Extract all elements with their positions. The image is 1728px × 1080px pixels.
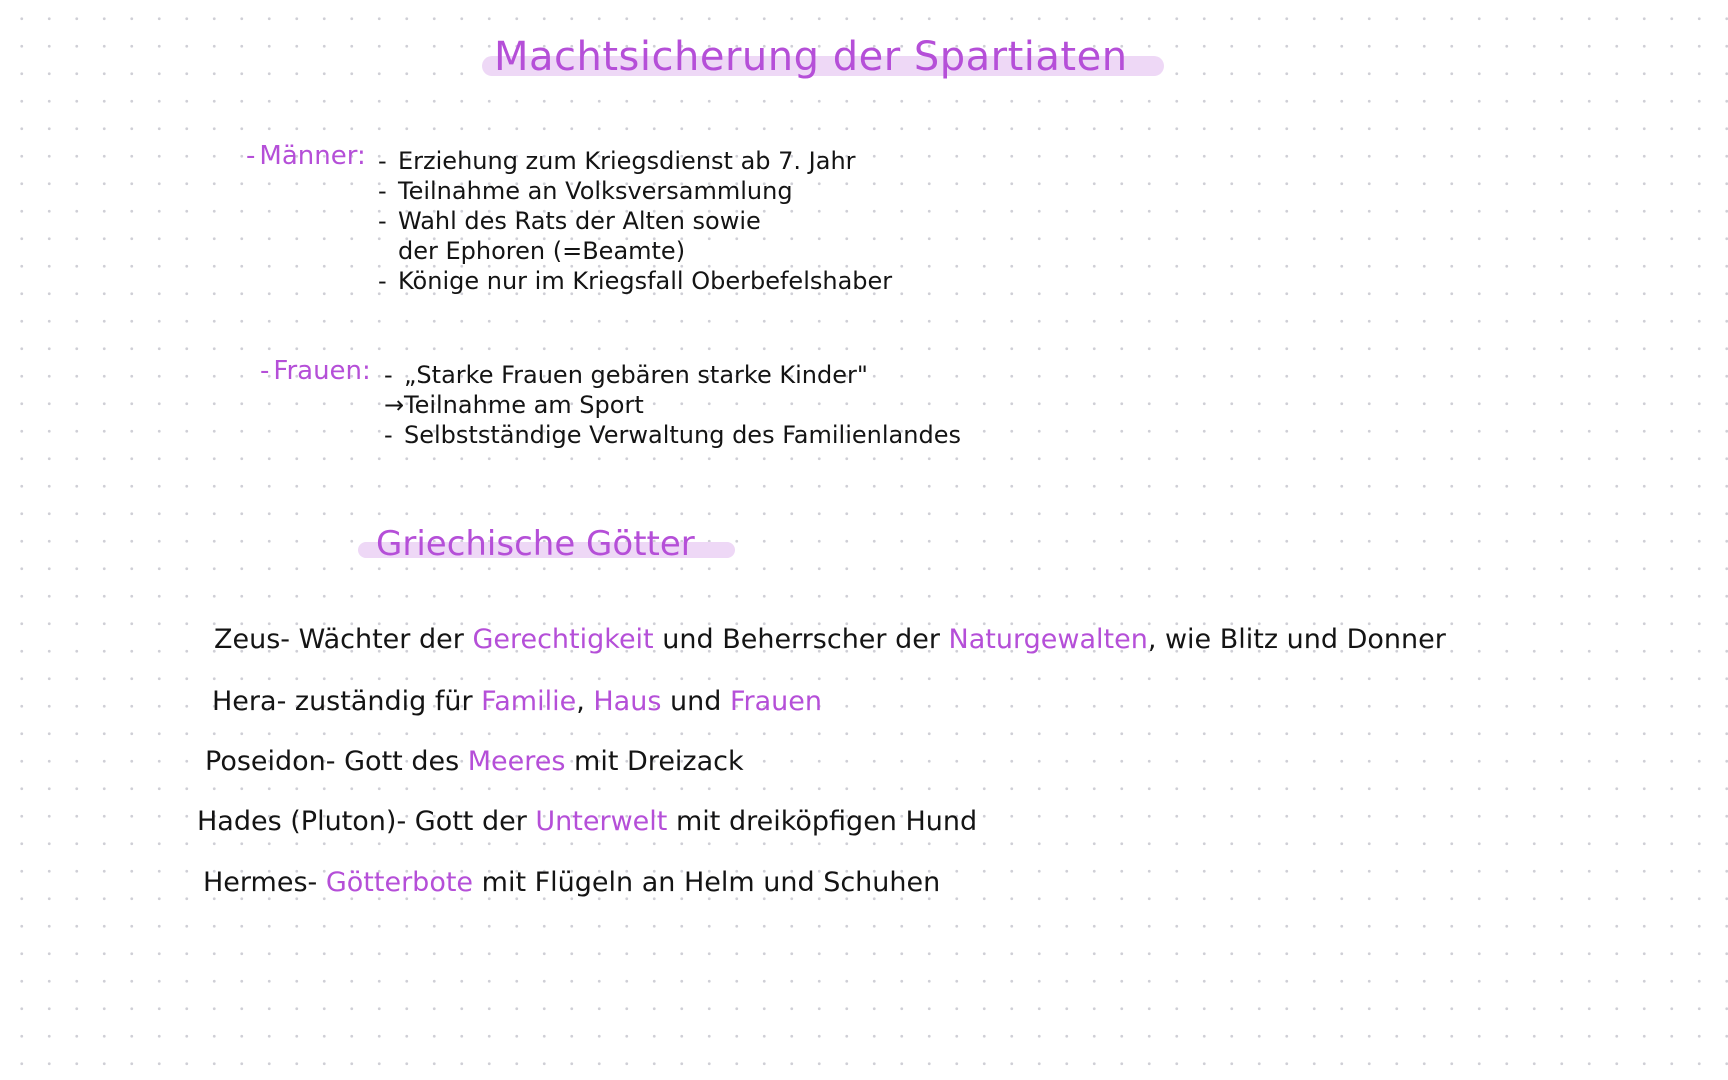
men-label-text: Männer:: [259, 141, 366, 171]
men-list: [378, 146, 892, 296]
page-title: [494, 34, 1128, 80]
bullet-dash: -: [378, 267, 387, 295]
dash-separator: -: [280, 624, 299, 655]
god-entry-poseidon: [205, 746, 744, 777]
god-text: , wie Blitz und Donner: [1147, 624, 1446, 655]
page-title-text: Machtsicherung der Spartiaten: [494, 34, 1128, 80]
god-entry-hera: [212, 686, 822, 717]
list-item: [384, 360, 961, 390]
bullet-dash: -: [378, 207, 387, 235]
god-text: Gott der: [414, 806, 527, 837]
god-name: Hermes: [203, 867, 308, 898]
god-name: Hera: [212, 686, 277, 717]
god-keyword: Naturgewalten: [948, 624, 1148, 655]
god-entry-hermes: [203, 867, 940, 898]
list-item-text: Teilnahme an Volksversammlung: [398, 177, 793, 205]
women-list: [384, 360, 961, 450]
god-text: mit Flügeln an Helm und Schuhen: [481, 867, 941, 898]
god-text: Wächter der: [298, 624, 464, 655]
bullet-dash: -: [384, 361, 393, 389]
list-item-continuation: [378, 236, 892, 266]
list-item-text: Könige nur im Kriegsfall Oberbefelshaber: [398, 267, 893, 295]
god-text: mit dreiköpfigen Hund: [675, 806, 978, 837]
list-item: [384, 390, 961, 420]
list-item-text: Selbstständige Verwaltung des Familienlandes: [404, 421, 961, 449]
men-label: [246, 141, 366, 171]
arrow-right-icon: →: [384, 391, 405, 419]
list-item-text: der Ephoren (=Beamte): [398, 237, 686, 265]
women-label: [260, 356, 371, 386]
list-item-text: Wahl des Rats der Alten sowie: [398, 207, 761, 235]
god-entry-hades: [197, 806, 977, 837]
god-text: Gott des: [344, 746, 460, 777]
god-name: Hades (Pluton): [197, 806, 397, 837]
god-text: mit Dreizack: [574, 746, 744, 777]
god-keyword: Meeres: [467, 746, 566, 777]
god-keyword: Haus: [593, 686, 662, 717]
list-item-text: Teilnahme am Sport: [404, 391, 644, 419]
gods-heading: [376, 524, 695, 564]
bullet-dash: -: [378, 147, 387, 175]
women-label-dash: -: [260, 356, 270, 386]
god-text: und Beherrscher der: [662, 624, 940, 655]
list-item: [378, 176, 892, 206]
women-label-text: Frauen:: [273, 356, 371, 386]
god-text: zuständig für: [294, 686, 473, 717]
list-item: [378, 266, 892, 296]
god-entry-zeus: [214, 624, 1446, 655]
god-keyword: Gerechtigkeit: [472, 624, 654, 655]
dash-separator: -: [396, 806, 415, 837]
god-text: ,: [576, 686, 585, 717]
list-item-text: „Starke Frauen gebären starke Kinder": [404, 361, 868, 389]
dash-separator: -: [307, 867, 326, 898]
men-label-dash: -: [246, 141, 256, 171]
gods-heading-text: Griechische Götter: [376, 524, 695, 564]
list-item-text: Erziehung zum Kriegsdienst ab 7. Jahr: [398, 147, 856, 175]
god-name: Zeus: [214, 624, 281, 655]
list-item: [384, 420, 961, 450]
god-keyword: Familie: [481, 686, 577, 717]
god-keyword: Götterbote: [325, 867, 474, 898]
god-text: und: [670, 686, 722, 717]
bullet-dash: -: [384, 421, 393, 449]
list-item: [378, 206, 892, 236]
list-item: [378, 146, 892, 176]
dash-separator: -: [276, 686, 295, 717]
god-keyword: Unterwelt: [535, 806, 668, 837]
bullet-dash: -: [378, 177, 387, 205]
dash-separator: -: [325, 746, 345, 777]
god-keyword: Frauen: [729, 686, 823, 717]
god-name: Poseidon: [205, 746, 326, 777]
